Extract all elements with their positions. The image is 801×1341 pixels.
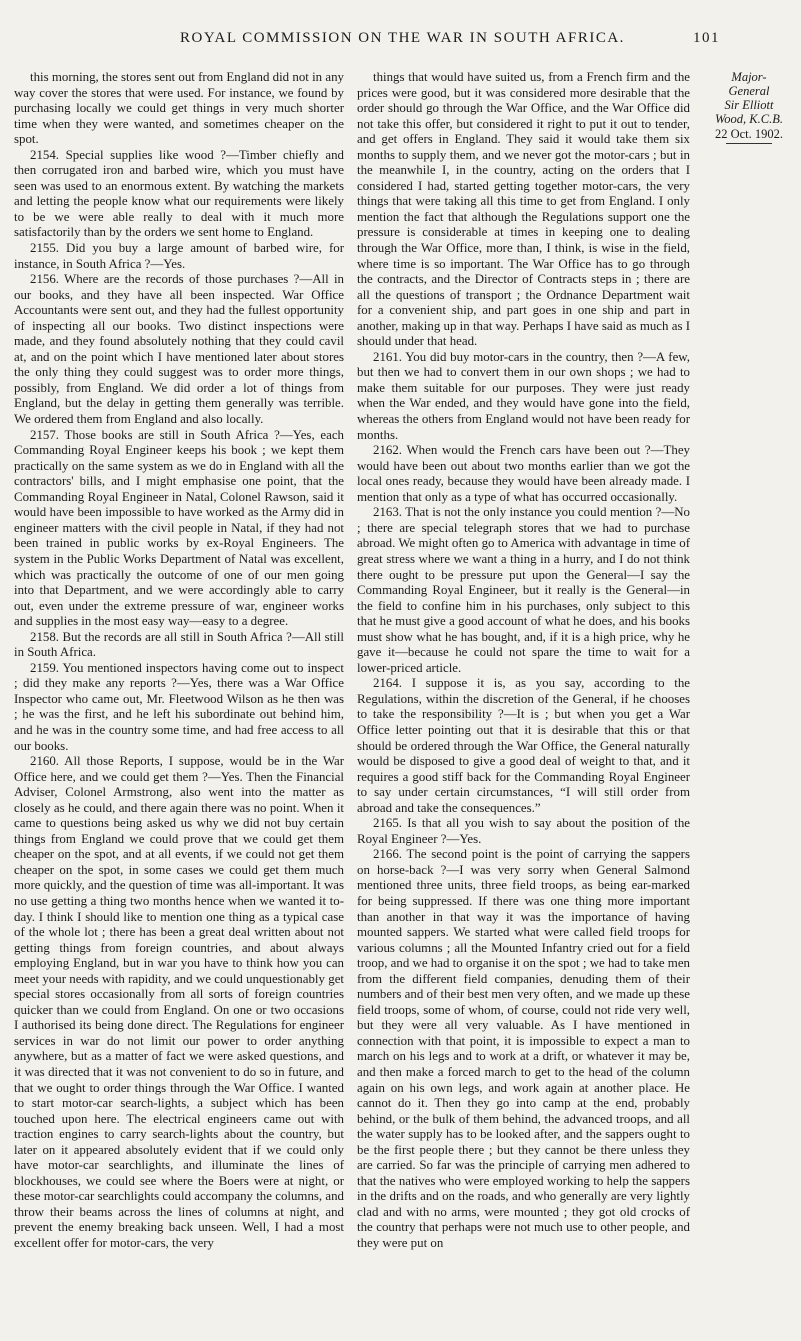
paragraph: 2156. Where are the records of those purchases ?—All in our books, and they have all been inspected. War Office Accountants were sent out, and they had the fullest opportunity of inspecting all our books. Two distinct inspections were made, and they found absolutely nothing that they could cavil at, and on the point which I have mentioned later about stores the only thing they could suggest was to order more things, possibly, from England. We did order a lot of things from England, but the delay in getting them generally was terrible. We ordered them from England and also locally. <box>14 272 344 427</box>
right-column <box>357 70 690 1252</box>
witness-margin-note <box>700 70 798 144</box>
paragraph: 2155. Did you buy a large amount of barbed wire, for instance, in South Africa ?—Yes. <box>14 241 344 271</box>
running-header <box>20 30 720 54</box>
witness-rank-cont: General <box>728 84 770 98</box>
paragraph: 2163. That is not the only instance you could mention ?—No ; there are special telegraph stores that we had to purchase abroad. We might often go to America with advantage in time of great stress where we want a thing in a hurry, and I do not think there ought to be pressure put upon the General—I say the Commanding Royal Engineer, but it really is the General—in the field to confine him in his purchases, only subject to this that he must give a good account of what he does, and his books must show what he has bought, and, if it is a high price, why he gave it—because he could not spare the time to wait for a lower-priced article. <box>357 505 690 675</box>
paragraph: 2154. Special supplies like wood ?—Timber chiefly and then corrugated iron and barbed wire, which you must have seen was used to an enormous extent. By watching the markets and letting the people know what our requirements were likely to be we were able really to deal with it much more satisfactorily than by the orders we sent home to England. <box>14 147 344 240</box>
paragraph: 2162. When would the French cars have been out ?—They would have been out about two months earlier than we got the local ones ready, because they would have been already made. I mention that only as a type of what has occurred occasionally. <box>357 443 690 504</box>
paragraph: this morning, the stores sent out from England did not in any way cover the stores that were used. For instance, we found by purchasing locally we could get things in very much shorter time when they were wanted, and sometimes cheaper on the spot. <box>14 70 344 147</box>
witness-name-cont: Wood, K.C.B. <box>715 112 783 126</box>
paragraph: 2161. You did buy motor-cars in the country, then ?—A few, but then we had to convert them in our own shops ; we had to make them suitable for our purposes. They were just ready when the War ended, and they would have gone into the field, whereas the others from England would not have been ready for months. <box>357 349 690 442</box>
paragraph: 2158. But the records are all still in South Africa ?—All still in South Africa. <box>14 629 344 660</box>
header-title: ROYAL COMMISSION ON THE WAR IN SOUTH AFRICA. <box>180 30 625 46</box>
paragraph: 2159. You mentioned inspectors having come out to inspect ; did they make any reports ?—Yes, there was a War Office Inspector who came out, Mr. Fleetwood Wilson as he then was ; he was the first, and he left his subordinate out behind him, and he was in the country some time, and had free access to all our books. <box>14 660 344 753</box>
page-number: 101 <box>693 30 720 46</box>
witness-rank: Major- <box>731 70 767 84</box>
witness-date: 22 Oct. 1902. <box>714 127 784 141</box>
paragraph: 2165. Is that all you wish to say about the position of the Royal Engineer ?—Yes. <box>357 816 690 846</box>
left-column <box>14 70 344 1252</box>
margin-rule <box>726 143 772 144</box>
paragraph: 2157. Those books are still in South Africa ?—Yes, each Commanding Royal Engineer keeps his book ; we kept them practically on the same system as we do in England with all the contractors' bills, and I might emphasise one point, that the Commanding Royal Engineer in Natal, Colonel Rawson, said it would have been impossible to have worked as the Army did in engineer matters with the civil people in Natal, if they had not been trained in public works by ex-Royal Engineers. The system in the Public Works Department of Natal was excellent, which was practically the outcome of one of our men going into that Department, and we were accordingly able to carry out, even under the extreme pressure of war, engineer works and supplies in the most easy way—easy to a degree. <box>14 427 344 629</box>
paragraph: 2164. I suppose it is, as you say, according to the Regulations, within the discretion of the General, if he chooses to take the responsibility ?—It is ; but when you get a War Office letter pointing out that it is desirable that this or that should be ordered through the War Office, the General naturally would be disposed to give a good deal of weight to that, and it requires a good stiff back for the Commanding Royal Engineer to say under certain circumstances, “I will still order from abroad and take the consequences.” <box>357 676 690 815</box>
witness-name: Sir Elliott <box>724 98 774 112</box>
paragraph: things that would have suited us, from a French firm and the prices were good, but it was considered more desirable that the order should go through the War Office, and the War Office did not take this offer, but considered it right to put it out to tender, and get offers in England. They said it would take them six months to supply them, and we never got the motor-cars ; but in the meanwhile I, in the country, acting on the orders that I considered I had, started getting together motor-cars, the very things that were taking all this time to get from England. I only mention the fact that although the Regulations support one the pressure is considerable at times in keeping one to dealing through the War Office, more than, I think, is wise in the field, where time is so important. The War Office has to go through the contracts, and the Director of Contracts steps in ; there are all the questions of transport ; the Ordnance Department wait for a convenient ship, and part goes in one ship and part in another, making up in that way. Perhaps I have said as much as I should under that head. <box>357 70 690 349</box>
paragraph: 2166. The second point is the point of carrying the sappers on horse-back ?—I was very sorry when General Salmond mentioned three units, three field troops, as being ear-marked for being suppressed. If there was one thing more important than another in that way it was the importance of having mounted sappers. We started what were called field troops for various columns ; all the Mounted Infantry cried out for a field troop, and we had to organise it on the spot ; we had to take men from the different field companies, denuding them of their numbers and of their best men very often, and we made up these field troops, some of whom, of course, could not ride very well, but they were all very valuable. As I have mentioned in connection with that point, it is impossible to expect a man to march on his legs and to work at a drift, or whatever it may be, and then make a forced march to get to the head of the column again on his own legs, and work again at another place. He cannot do it. Then they go into camp at the end, probably behind, or the bulk of them behind, the advanced troops, and all the water supply has to be looked after, and the sappers ought to be the first people there ; but they cannot be there unless they are carried. So far was the principle of carrying men adhered to that the natives who were employed working to help the sappers in the drifts and on the roads, and who generally are very lightly clad and with no arms, were mounted ; they got old crocks of the country that perhaps were not much use to other people, and they were put on <box>357 847 690 1251</box>
paragraph: 2160. All those Reports, I suppose, would be in the War Office here, and we could get them ?—Yes. Then the Financial Adviser, Colonel Armstrong, also went into the matter as closely as he could, and there again there was no point. When it came to questions being asked us why we did not buy certain things from England we could prove that we could get them cheaper on the spot, and at all events, if we could not get them cheaper on the spot, in some cases we could get them much more quickly, and the question of time was all-important. It was no use getting a thing two months hence when we wanted it to-day. I think I should like to mention one thing as a typical case of the whole lot ; there has been a great deal written about not getting things from foreign countries, and about always employing England, but in war you have to think how you can meet your needs with rapidity, and we could unquestionably get special stores occasionally from all sorts of foreign countries quicker than we could from England. On one or two occasions I authorised its being done direct. The Regulations for engineer services in war do not limit our power to order anything anywhere, but as a matter of fact we were asked questions, and it was directed that it was not convenient to do so in future, and that we ought to order things through the War Office. I wanted to start motor-car search-lights, a subject which has been touched upon here. The electrical engineers came out with traction engines to carry search-lights about the country, but later on it appeared absolutely evident that if we could only have motor-car searchlights, and illuminate the lines of blockhouses, we could see where the Boers were at night, or these motor-car searchlights could accompany the columns, and throw their beams across the lines of columns at night, and prevent the enemy breaking back unseen. Well, I had a most excellent offer for motor-cars, the very <box>14 754 344 1251</box>
